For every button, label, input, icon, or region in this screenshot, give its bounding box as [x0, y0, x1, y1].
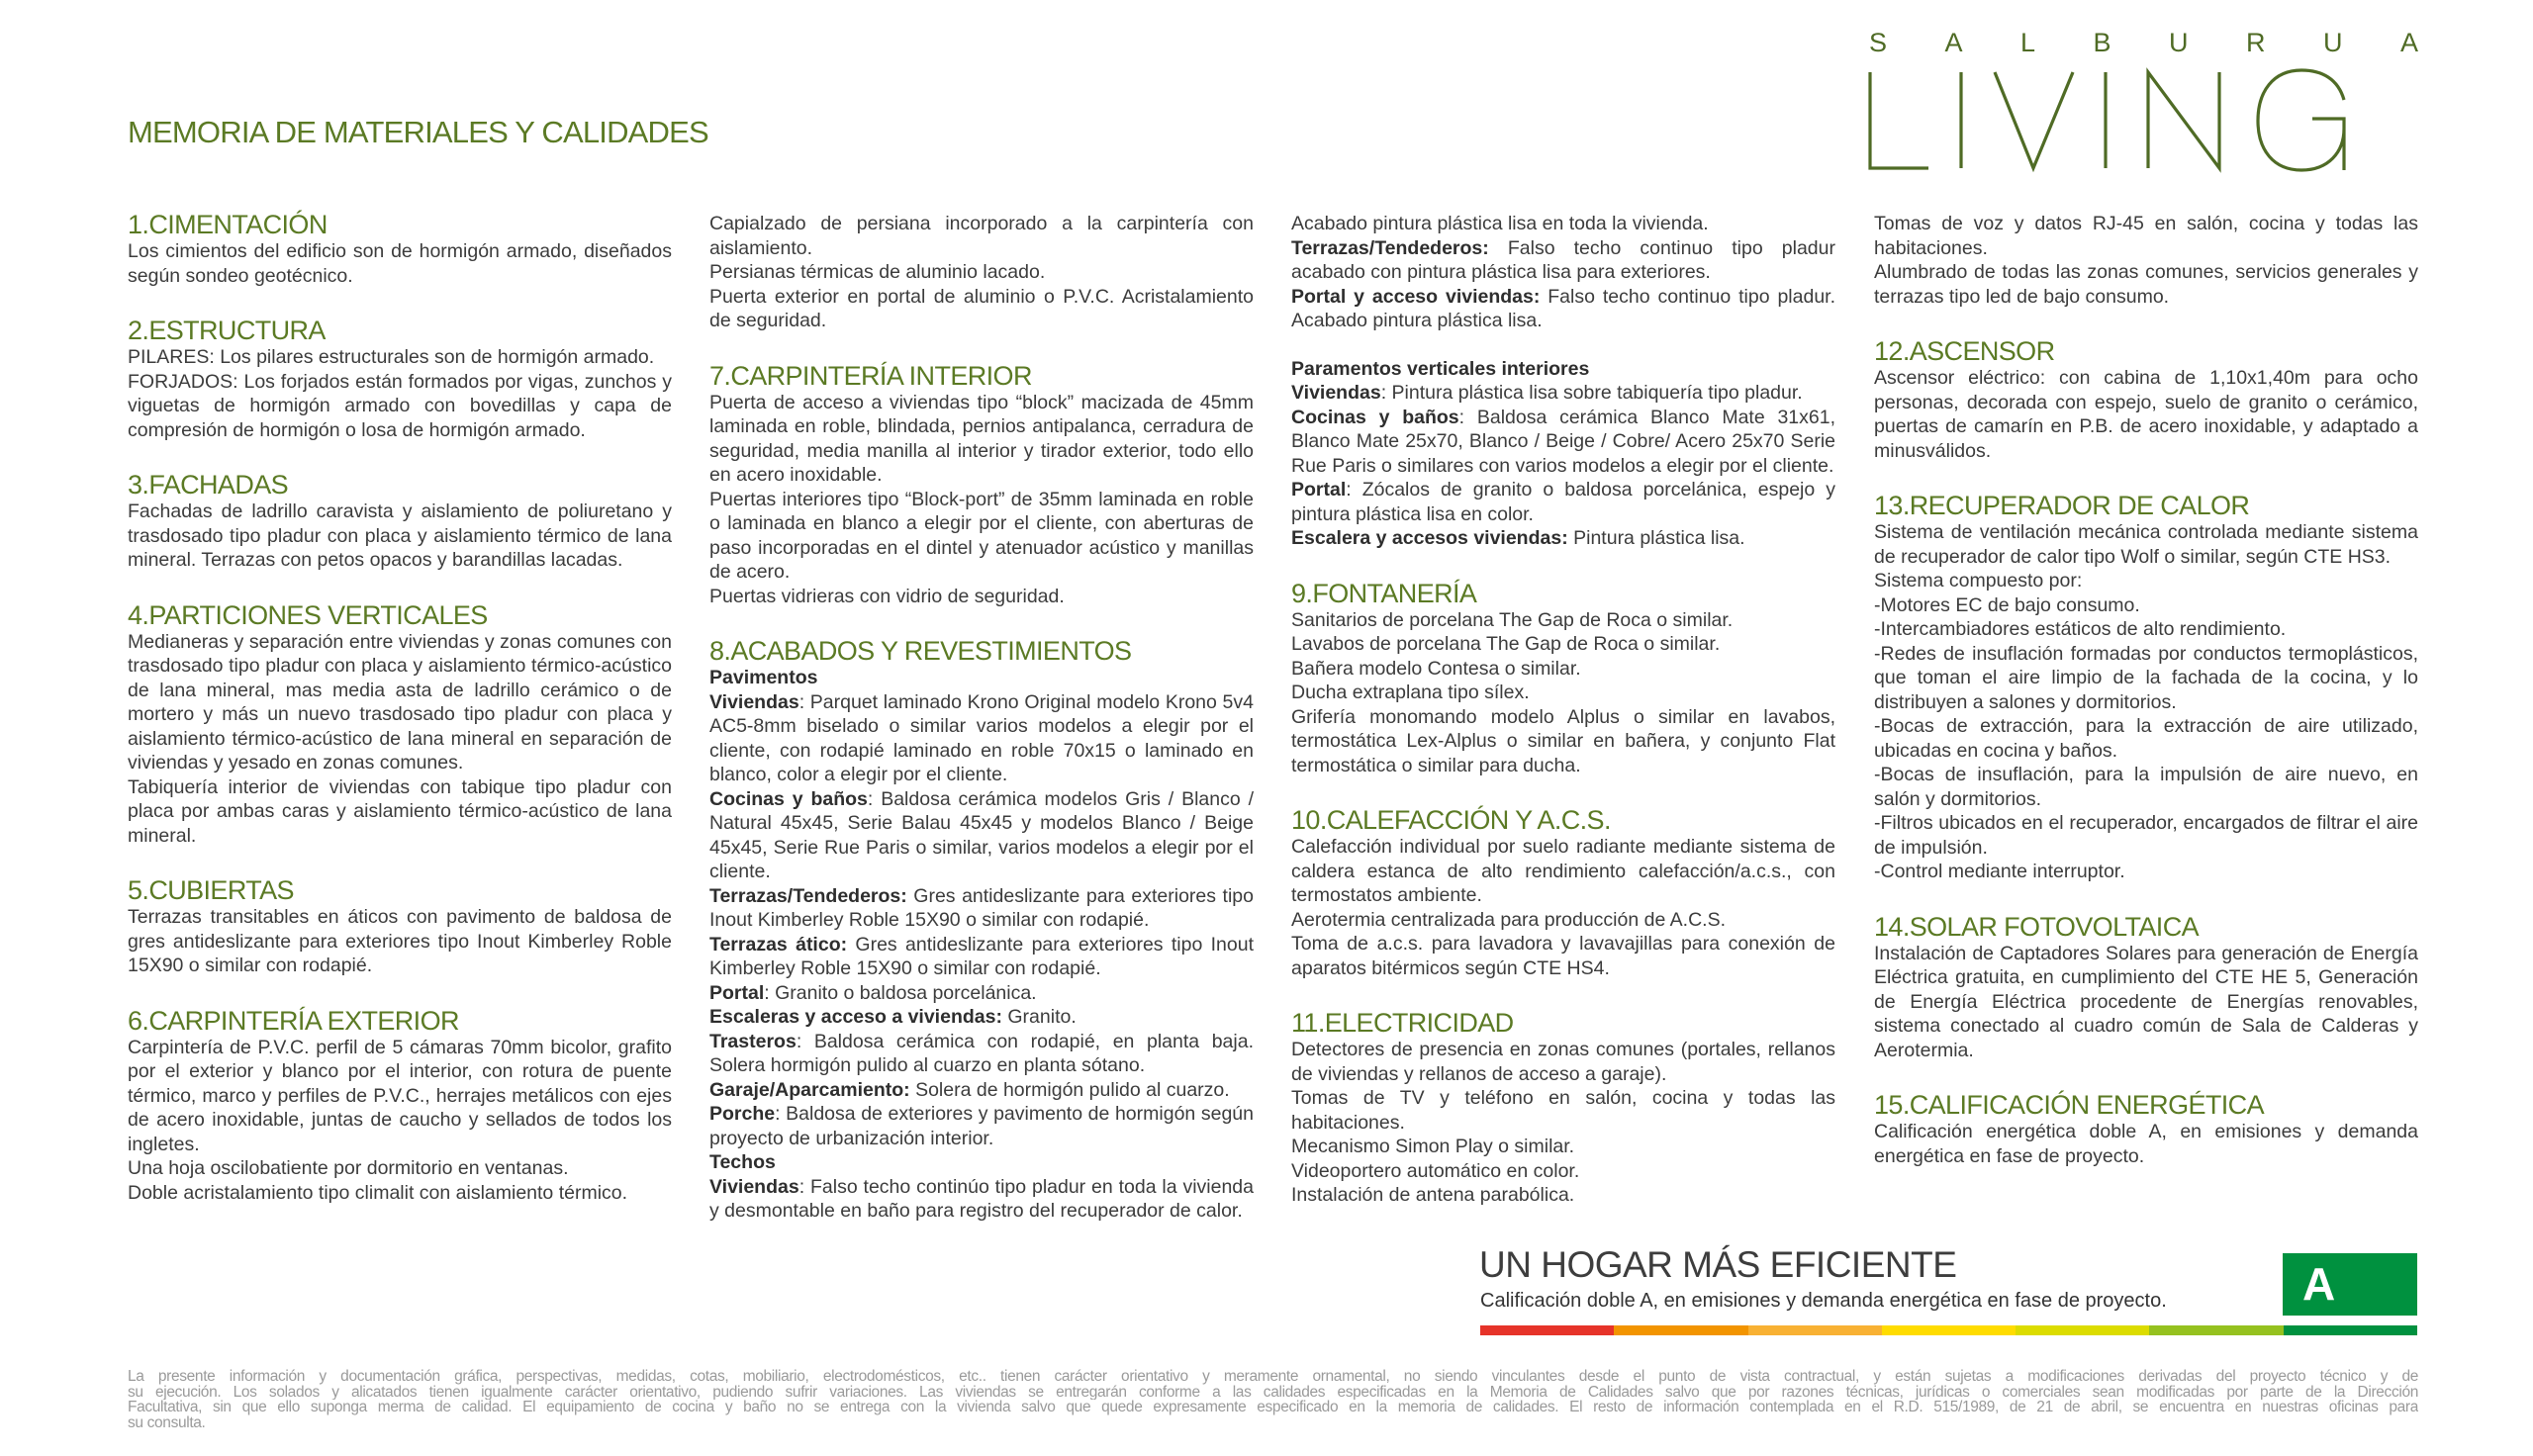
paragraph	[1291, 1159, 1835, 1184]
item-text: Capialzado de persiana incorporado a la carpintería con aislamiento.	[709, 213, 1254, 259]
logo-salburua	[1869, 28, 2418, 58]
subsection-heading: Pavimentos	[709, 667, 818, 688]
paragraph	[709, 1102, 1254, 1150]
item-label: Portal	[709, 981, 765, 1004]
paragraph	[709, 285, 1254, 333]
column-1	[128, 210, 672, 1205]
paragraph	[1291, 406, 1835, 479]
item-text: : Falso techo continúo tipo pladur en toda la vivienda y desmontable en baño para registro del recuperador de calor.	[709, 1175, 1254, 1222]
item-text: Gres antideslizante para exteriores tipo Inout Kimberley Roble 15X90 o similar con rodapié.	[709, 933, 1254, 979]
paragraph	[1291, 236, 1835, 285]
paragraph	[1874, 1120, 2418, 1168]
item-text: Sanitarios de porcelana The Gap de Roca o similar.	[1291, 608, 1734, 631]
paragraph	[709, 1078, 1254, 1103]
paragraph	[128, 630, 672, 775]
paragraph	[128, 1156, 672, 1181]
energy-scale-bar	[1480, 1325, 2417, 1335]
paragraph	[709, 787, 1254, 884]
item-text: Tomas de TV y teléfono en salón, cocina y todas las habitaciones.	[1291, 1087, 1835, 1134]
item-label: Viviendas	[1291, 382, 1381, 404]
paragraph	[128, 1181, 672, 1206]
logo-letter: S	[1869, 28, 1888, 57]
item-label: Portal y acceso viviendas:	[1291, 285, 1541, 308]
section-heading: 8.ACABADOS Y REVESTIMIENTOS	[709, 636, 1132, 666]
paragraph	[1291, 526, 1835, 551]
item-text: Instalación de antena parabólica.	[1291, 1184, 1575, 1206]
item-text: Sistema compuesto por:	[1874, 570, 2083, 592]
item-text: -Intercambiadores estáticos de alto rendimiento.	[1874, 618, 2287, 640]
paragraph	[709, 1030, 1254, 1078]
paragraph	[1291, 657, 1835, 682]
item-text: Una hoja oscilobatiente por dormitorio en ventanas.	[128, 1157, 569, 1179]
paragraph	[128, 905, 672, 978]
item-text: Ascensor eléctrico: con cabina de 1,10x1,40m para ocho personas, decorada con espejo, suelo de granito o cerámico, puertas de camarín en P.B. de acero inoxidable, y adaptado a minusválidos.	[1874, 367, 2418, 462]
item-text: Tomas de voz y datos RJ-45 en salón, cocina y todas las habitaciones.	[1874, 213, 2418, 259]
energy-rating-badge: A	[2283, 1253, 2417, 1316]
item-text: Los cimientos del edificio son de hormigón armado, diseñados según sondeo geotécnico.	[128, 240, 672, 287]
paragraph	[709, 884, 1254, 933]
item-label: Terrazas ático:	[709, 933, 848, 956]
item-text: Medianeras y separación entre viviendas y zonas comunes con trasdosado tipo pladur con placa y aislamiento térmico-acústico de lana mineral, mas media asta de ladrillo cerámico o de mortero y más un nuevo trasdosado tipo pladur con placa y aislamiento térmico-acústico de lana mineral en separación de viviendas y yesado en zonas comunes.	[128, 630, 672, 774]
energy-scale-segment	[2016, 1325, 2149, 1335]
section-heading: 11.ELECTRICIDAD	[1291, 1008, 1514, 1038]
paragraph	[709, 260, 1254, 285]
item-text: Sistema de ventilación mecánica controlada mediante sistema de recuperador de calor tipo Wolf o similar, según CTE HS3.	[1874, 521, 2418, 568]
item-text: Alumbrado de todas las zonas comunes, servicios generales y terrazas tipo led de bajo consumo.	[1874, 261, 2418, 308]
item-label: Cocinas y baños	[1291, 406, 1459, 428]
section-heading: 6.CARPINTERÍA EXTERIOR	[128, 1005, 459, 1036]
logo-letter: U	[2169, 28, 2189, 57]
paragraph	[1291, 932, 1835, 980]
item-text: : Baldosa cerámica Blanco Mate 31x61, Blanco Mate 25x70, Blanco / Beige / Cobre/ Acero 25x70 Serie Rue Paris o similares con varios modelos a elegir por el cliente.	[1291, 406, 1835, 477]
logo-letter: U	[2322, 28, 2343, 57]
item-label: Garaje/Aparcamiento:	[709, 1078, 910, 1101]
section-heading: 3.FACHADAS	[128, 470, 289, 500]
paragraph	[128, 500, 672, 573]
item-text: Grifería monomando modelo Alplus o similar en lavabos, termostática Lex-Alplus o similar en bañera, y conjunto Flat termostática o similar para ducha.	[1291, 705, 1835, 776]
column-2	[709, 212, 1254, 1224]
section-heading: 7.CARPINTERÍA INTERIOR	[709, 360, 1032, 391]
item-text: : Baldosa de exteriores y pavimento de hormigón según proyecto de urbanización interior.	[709, 1103, 1254, 1149]
item-label: Escaleras y acceso a viviendas:	[709, 1006, 1002, 1028]
paragraph	[709, 981, 1254, 1006]
disclaimer-line: su consulta.	[128, 1414, 206, 1430]
item-text: -Bocas de extracción, para la extracción de aire utilizado, ubicadas en cocina y baños.	[1874, 715, 2418, 762]
paragraph	[709, 488, 1254, 585]
item-text: Bañera modelo Contesa o similar.	[1291, 657, 1581, 680]
item-text: Mecanismo Simon Play o similar.	[1291, 1136, 1575, 1157]
paragraph	[1291, 835, 1835, 908]
item-label: Porche	[709, 1103, 776, 1125]
logo-letter: A	[1944, 28, 1963, 57]
item-text: -Motores EC de bajo consumo.	[1874, 593, 2140, 616]
paragraph	[128, 370, 672, 443]
logo-letter-n	[2148, 72, 2219, 168]
paragraph	[128, 239, 672, 288]
disclaimer-line: Facultativa, sin que ello suponga merma de calidad. El equipamiento de cocina y baño no se entrega con la vivienda salvo que quede expresamente especificado en la memoria de calidades. El resto de información contemplada en el R.D. 515/1989, de 21 de abril, se encuentra en nuestras oficinas para	[128, 1400, 2418, 1415]
item-text: : Pintura plástica lisa sobre tabiquería tipo pladur.	[1380, 382, 1803, 404]
item-text: Toma de a.c.s. para lavadora y lavavajillas para conexión de aparatos bitérmicos según CTE HS4.	[1291, 933, 1835, 979]
section-heading: 13.RECUPERADOR DE CALOR	[1874, 491, 2250, 520]
item-text: Calificación energética doble A, en emisiones y demanda energética en fase de proyecto.	[1874, 1121, 2418, 1167]
item-text: Terrazas transitables en áticos con pavimento de baldosa de gres antideslizante para exteriores tipo Inout Kimberley Roble 15X90 o similar con rodapié.	[128, 906, 672, 976]
item-text: Doble acristalamiento tipo climalit con aislamiento térmico.	[128, 1181, 628, 1204]
paragraph	[1874, 763, 2418, 811]
item-label: Cocinas y baños	[709, 787, 868, 810]
section-heading: 9.FONTANERÍA	[1291, 578, 1477, 608]
paragraph	[128, 1036, 672, 1157]
subsection-heading: Paramentos verticales interiores	[1291, 357, 1590, 380]
paragraph	[1874, 569, 2418, 593]
paragraph	[1874, 520, 2418, 569]
energy-scale-segment	[1748, 1325, 1882, 1335]
item-text: Pintura plástica lisa.	[1567, 527, 1745, 549]
item-label: Terrazas/Tendederos:	[709, 884, 907, 907]
paragraph	[1291, 632, 1835, 657]
efficiency-title: UN HOGAR MÁS EFICIENTE	[1479, 1244, 1957, 1285]
logo-letter: R	[2246, 28, 2266, 57]
item-text: : Zócalos de granito o baldosa porcelánica, espejo y pintura plástica lisa en color.	[1291, 479, 1835, 525]
paragraph	[1874, 212, 2418, 260]
item-text: Puertas vidrieras con vidrio de seguridad.	[709, 585, 1065, 607]
column-3	[1291, 212, 1835, 1208]
item-text: FORJADOS: Los forjados están formados por vigas, zunchos y viguetas de hormigón armado con bovedillas y capa de compresión de hormigón o losa de hormigón armado.	[128, 370, 672, 441]
item-text: Puertas interiores tipo “Block-port” de 35mm laminada en roble o laminada en blanco a elegir por el cliente, con aberturas de paso incorporadas en el dintel y atenuador acústico y manillas de acero.	[709, 488, 1254, 583]
item-text: Solera de hormigón pulido al cuarzo.	[909, 1078, 1230, 1101]
logo-letter: L	[2020, 28, 2036, 57]
paragraph	[709, 690, 1254, 787]
disclaimer-line: su ejecución. Los solados y alicatados tienen igualmente carácter orientativo, pudiendo sufrir variaciones. Las viviendas se entregarán conforme a las calidades especificadas en la Memoria de Calidades salvo que por razones técnicas, jurídicas o comerciales sean modificadas por parte de la Dirección	[128, 1384, 2418, 1400]
paragraph	[1291, 1038, 1835, 1086]
paragraph	[1291, 478, 1835, 526]
paragraph	[1291, 1086, 1835, 1135]
logo-letter-g	[2258, 70, 2344, 170]
item-label: Portal	[1291, 479, 1347, 500]
paragraph	[1874, 593, 2418, 618]
item-text: Persianas térmicas de aluminio lacado.	[709, 261, 1046, 283]
item-text: Falso techo continuo tipo pladur. Acabado pintura plástica lisa.	[1291, 285, 1836, 331]
paragraph	[1291, 1135, 1835, 1159]
paragraph	[1291, 681, 1835, 705]
paragraph	[1874, 942, 2418, 1063]
item-text: Puerta de acceso a viviendas tipo “block” macizada de 45mm laminada en roble, blindada, pernios antipalanca, cerradura de seguridad, media manilla al interior y tirador exterior, todo ello en acero inoxidable.	[709, 391, 1254, 486]
subsection-heading: Techos	[709, 1151, 776, 1173]
logo-letter-l	[1870, 72, 1928, 168]
item-text: : Granito o baldosa porcelánica.	[764, 981, 1037, 1004]
item-text: Acabado pintura plástica lisa en toda la vivienda.	[1291, 213, 1709, 234]
paragraph	[1291, 1183, 1835, 1208]
item-text: : Baldosa cerámica modelos Gris / Blanco / Natural 45x45, Serie Balau 45x45 y modelos Blanco / Beige 45x45, Serie Rue Paris o similar, varios modelos a elegir por el cliente.	[709, 787, 1254, 882]
item-text: PILARES: Los pilares estructurales son de hormigón armado.	[128, 346, 655, 368]
item-text: -Control mediante interruptor.	[1874, 861, 2125, 882]
item-text: Puerta exterior en portal de aluminio o P.V.C. Acristalamiento de seguridad.	[709, 285, 1254, 331]
paragraph	[1874, 617, 2418, 642]
paragraph	[1874, 714, 2418, 763]
energy-scale-segment	[2149, 1325, 2283, 1335]
legal-disclaimer	[128, 1369, 2418, 1430]
paragraph	[709, 1005, 1254, 1030]
energy-scale-segment	[1480, 1325, 1614, 1335]
logo-letter: B	[2093, 28, 2111, 57]
item-text: Ducha extraplana tipo sílex.	[1291, 682, 1530, 703]
item-text: Gres antideslizante para exteriores tipo Inout Kimberley Roble 15X90 o similar con rodapié.	[709, 884, 1254, 931]
energy-scale-segment	[2284, 1325, 2417, 1335]
section-heading: 10.CALEFACCIÓN Y A.C.S.	[1291, 805, 1611, 835]
item-text: Lavabos de porcelana The Gap de Roca o similar.	[1291, 633, 1721, 655]
item-text: Falso techo continuo tipo pladur acabado con pintura plástica lisa para exteriores.	[1291, 236, 1835, 283]
item-label: Viviendas	[709, 1175, 799, 1198]
item-text: -Bocas de insuflación, para la impulsión de aire nuevo, en salón y dormitorios.	[1874, 764, 2418, 810]
paragraph	[1874, 860, 2418, 884]
paragraph	[1291, 705, 1835, 778]
column-4	[1874, 212, 2418, 1168]
item-text: Granito.	[1001, 1006, 1077, 1028]
logo-living	[1865, 67, 2419, 176]
item-text: -Redes de insuflación formadas por conductos termoplásticos, que toman el aire limpio de la fachada de la cocina, y lo distribuyen a salones y dormitorios.	[1874, 642, 2418, 713]
item-text: : Parquet laminado Krono Original modelo Krono 5v4 AC5-8mm biselado o similar varios modelos a elegir por el cliente, con rodapié laminado en roble 70x15 o laminado en blanco, color a elegir por el cliente.	[709, 690, 1254, 785]
logo-letter-v	[1995, 72, 2073, 168]
paragraph	[128, 345, 672, 370]
paragraph	[709, 212, 1254, 260]
paragraph	[1291, 908, 1835, 933]
item-text: Tabiquería interior de viviendas con tabique tipo pladur con placa por ambas caras y aislamiento térmico-acústico de lana mineral.	[128, 775, 672, 847]
section-heading: 2.ESTRUCTURA	[128, 316, 326, 345]
paragraph	[709, 1175, 1254, 1224]
item-label: Terrazas/Tendederos:	[1291, 236, 1489, 259]
item-label: Escalera y accesos viviendas:	[1291, 527, 1568, 549]
disclaimer-line: La presente información y documentación gráfica, perspectivas, medidas, cotas, mobiliario, electrodomésticos, etc.. tienen carácter orientativo y meramente ornamental, no siendo vinculantes desde el punto de vista contractual, y están sujetas a modificaciones derivadas del proyecto técnico y de	[128, 1369, 2418, 1385]
section-heading: 14.SOLAR FOTOVOLTAICA	[1874, 911, 2199, 942]
item-text: Carpintería de P.V.C. perfil de 5 cámaras 70mm bicolor, grafito por el exterior y blanco por el interior, con rotura de puente térmico, marco y perfiles de P.V.C., herrajes metálicos con ejes de acero inoxidable, juntas de caucho y sellados de todos los ingletes.	[128, 1036, 672, 1155]
item-label: Trasteros	[709, 1030, 797, 1052]
logo-letter: A	[2399, 28, 2418, 57]
page-title: MEMORIA DE MATERIALES Y CALIDADES	[128, 115, 708, 149]
paragraph	[1291, 285, 1835, 333]
section-heading: 4.PARTICIONES VERTICALES	[128, 599, 488, 630]
spacer	[1291, 333, 1835, 357]
paragraph	[128, 775, 672, 849]
paragraph	[1291, 381, 1835, 406]
item-text: Detectores de presencia en zonas comunes (portales, rellanos de viviendas y rellanos de acceso a garaje).	[1291, 1039, 1835, 1085]
item-text: Instalación de Captadores Solares para generación de Energía Eléctrica gratuita, en cumplimiento del CTE HE 5, Generación de Energía Eléctrica procedente de Energías renovables, sistema conectado al cuadro común de Sala de Calderas y Aerotermia.	[1874, 942, 2418, 1061]
item-text: Videoportero automático en color.	[1291, 1159, 1580, 1182]
energy-scale-segment	[1882, 1325, 2016, 1335]
section-heading: 12.ASCENSOR	[1874, 336, 2055, 366]
item-label: Viviendas	[709, 690, 799, 713]
paragraph	[709, 933, 1254, 981]
paragraph	[1874, 366, 2418, 463]
section-heading: 15.CALIFICACIÓN ENERGÉTICA	[1874, 1090, 2264, 1120]
paragraph	[1874, 260, 2418, 309]
item-text: : Baldosa cerámica con rodapié, en planta baja. Solera hormigón pulido al cuarzo en planta sótano.	[709, 1030, 1254, 1076]
section-heading: 1.CIMENTACIÓN	[128, 210, 328, 239]
item-text: Calefacción individual por suelo radiante mediante sistema de caldera estanca de alto rendimiento calefacción/a.c.s., con termostatos ambiente.	[1291, 836, 1835, 906]
energy-scale-segment	[1614, 1325, 1747, 1335]
paragraph	[1874, 811, 2418, 860]
paragraph	[709, 391, 1254, 488]
item-text: Fachadas de ladrillo caravista y aislamiento de poliuretano y trasdosado tipo pladur con placa y aislamiento térmico de lana mineral. Terrazas con petos opacos y barandillas lacadas.	[128, 500, 672, 571]
item-text: -Filtros ubicados en el recuperador, encargados de filtrar el aire de impulsión.	[1874, 812, 2418, 859]
paragraph	[1874, 642, 2418, 715]
paragraph	[709, 585, 1254, 609]
efficiency-subtitle: Calificación doble A, en emisiones y demanda energética en fase de proyecto.	[1480, 1290, 2167, 1312]
section-heading: 5.CUBIERTAS	[128, 875, 294, 905]
item-text: Aerotermia centralizada para producción de A.C.S.	[1291, 908, 1726, 931]
paragraph	[1291, 608, 1835, 633]
paragraph	[1291, 212, 1835, 236]
